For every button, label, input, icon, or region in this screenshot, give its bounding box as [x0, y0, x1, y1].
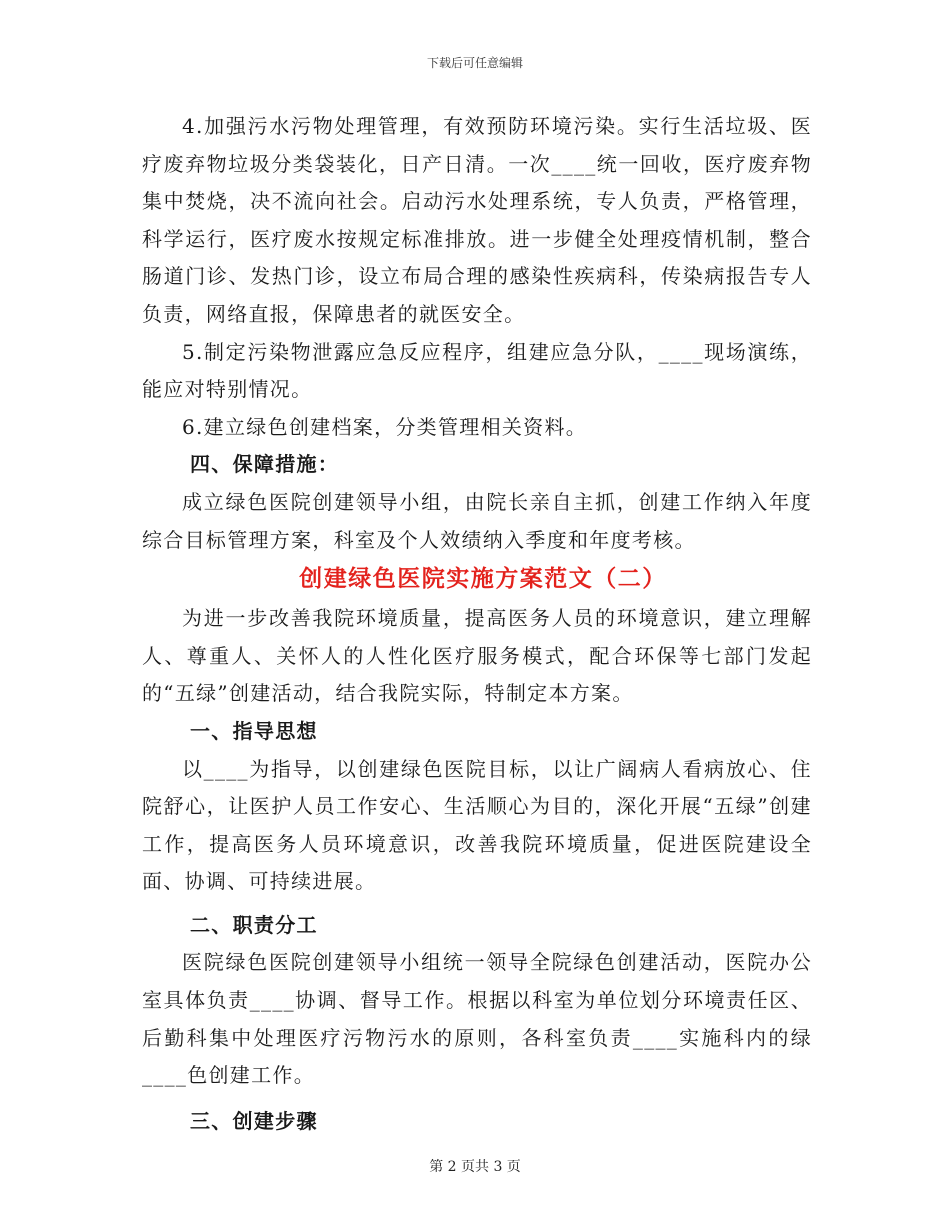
paragraph-responsibilities: 医院绿色医院创建领导小组统一领导全院绿色创建活动，医院办公室具体负责____协调、督导工作。根据以科室为单位划分环境责任区、后勤科集中处理医疗污物污水的原则，各科室负责____实施科内的绿____色创建工作。	[142, 950, 812, 1088]
paragraph-item-5: 5.制定污染物泄露应急反应程序，组建应急分队，____现场演练，能应对特别情况。	[142, 339, 812, 402]
paragraph-item-4: 4.加强污水污物处理管理，有效预防环境污染。实行生活垃圾、医疗废弃物垃圾分类袋装化，日产日清。一次____统一回收，医疗废弃物集中焚烧，决不流向社会。启动污水处理系统，专人负责，严格管理，科学运行，医疗废水按规定标准排放。进一步健全处理疫情机制，整合肠道门诊、发热门诊，设立布局合理的感染性疾病科，传染病报告专人负责，网络直报，保障患者的就医安全。	[142, 114, 812, 326]
heading-responsibilities: 二、职责分工	[190, 912, 318, 937]
section-title: 创建绿色医院实施方案范文（二）	[299, 566, 667, 593]
paragraph-guiding-ideology: 以____为指导，以创建绿色医院目标，以让广阔病人看病放心、住院舒心，让医护人员工作安心、生活顺心为目的，深化开展“五绿”创建工作，提高医务人员环境意识，改善我院环境质量，促进医院建设全面、协调、可持续进展。	[142, 756, 812, 894]
paragraph-safeguard-measures: 成立绿色医院创建领导小组，由院长亲自主抓，创建工作纳入年度综合目标管理方案，科室及个人效绩纳入季度和年度考核。	[142, 489, 812, 552]
document-body	[142, 108, 812, 1140]
page-header: 下载后可任意编辑	[426, 56, 523, 70]
heading-safeguard-measures: 四、保障措施：	[190, 452, 340, 477]
paragraph-item-6: 6.建立绿色创建档案，分类管理相关资料。	[182, 414, 588, 439]
paragraph-intro: 为进一步改善我院环境质量，提高医务人员的环境意识，建立理解人、尊重人、关怀人的人性化医疗服务模式，配合环保等七部门发起的“五绿”创建活动，结合我院实际，特制定本方案。	[142, 606, 812, 706]
page-footer: 第 2 页共 3 页	[429, 1159, 521, 1175]
heading-guiding-ideology: 一、指导思想	[190, 718, 318, 743]
heading-creation-steps: 三、创建步骤	[190, 1108, 318, 1133]
